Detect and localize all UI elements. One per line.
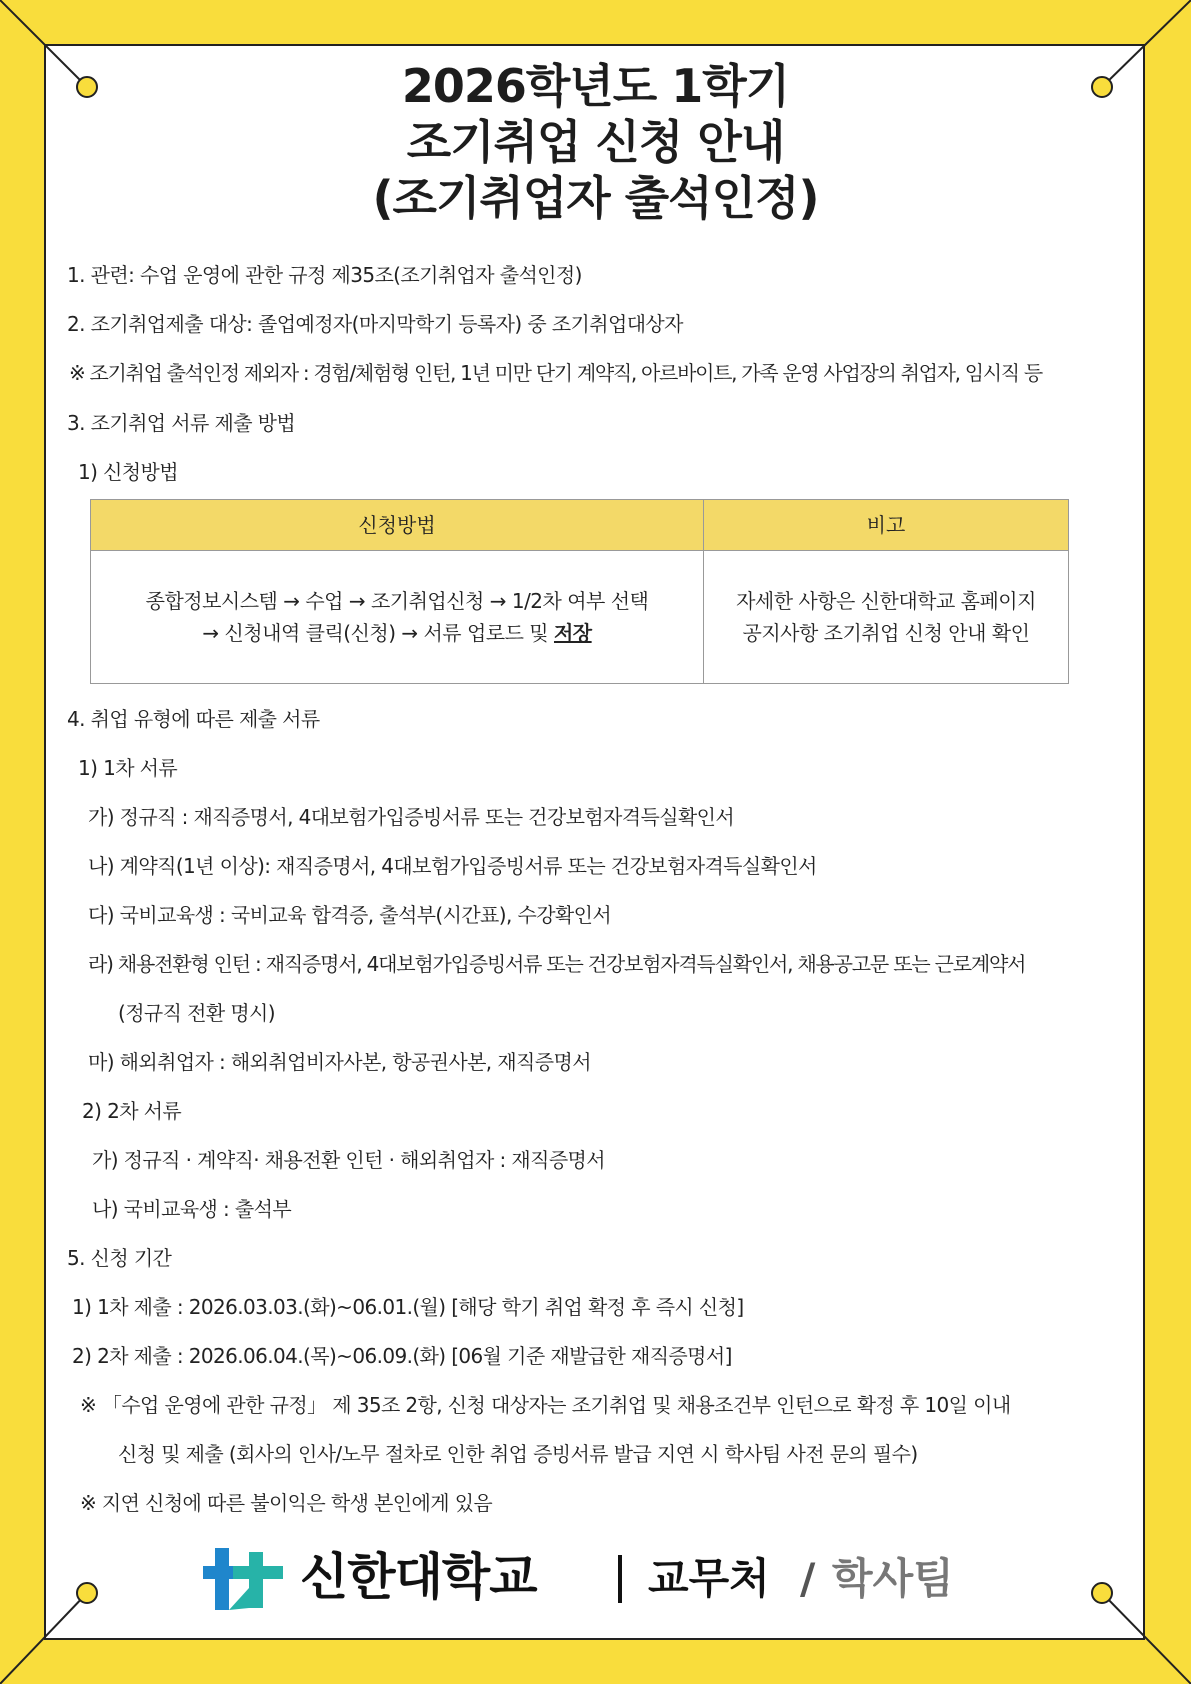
table-header-remark: 비고	[866, 513, 906, 537]
team-name: 학사팀	[832, 1554, 954, 1603]
doc2-trainee: 나) 국비교육생 : 출석부	[92, 1197, 292, 1221]
title-line-1: 2026학년도 1학기	[401, 59, 790, 113]
note-regulation-cont: 신청 및 제출 (회사의 인사/노무 절차로 인한 취업 증빙서류 발급 지연 시 학사팀 사전 문의 필수)	[118, 1442, 918, 1466]
note-delay: ※ 지연 신청에 따른 불이익은 학생 본인에게 있음	[80, 1491, 493, 1515]
section-3-sub-1: 1) 신청방법	[78, 460, 178, 484]
title-line-2: 조기취업 신청 안내	[406, 115, 785, 169]
doc-contract: 나) 계약직(1년 이상): 재직증명서, 4대보험가입증빙서류 또는 건강보험자격득실확인서	[88, 854, 817, 878]
section-4-sub-2: 2) 2차 서류	[82, 1099, 182, 1123]
section-5-heading: 5. 신청 기간	[67, 1246, 172, 1270]
section-1-related-rule: 1. 관련: 수업 운영에 관한 규정 제35조(조기취업자 출석인정)	[67, 263, 582, 287]
office-name: 교무처	[648, 1554, 770, 1603]
doc2-employees: 가) 정규직 · 계약직· 채용전환 인턴 · 해외취업자 : 재직증명서	[92, 1148, 605, 1172]
remark-line-1: 자세한 사항은 신한대학교 홈페이지	[736, 588, 1036, 613]
doc-conversion-intern-cont: (정규직 전환 명시)	[118, 1001, 275, 1025]
method-line-1: 종합정보시스템 → 수업 → 조기취업신청 → 1/2차 여부 선택	[145, 588, 649, 613]
notice-title	[0, 58, 1191, 226]
doc-regular: 가) 정규직 : 재직증명서, 4대보험가입증빙서류 또는 건강보험자격득실확인서	[88, 805, 735, 829]
footer-signature	[0, 1545, 1191, 1615]
note-excluded: ※ 조기취업 출석인정 제외자 : 경험/체험형 인턴, 1년 미만 단기 계약직, 아르바이트, 가족 운영 사업장의 취업자, 임시직 등	[69, 361, 1042, 385]
section-3-heading: 3. 조기취업 서류 제출 방법	[67, 411, 296, 435]
save-emphasis: 저장	[553, 620, 592, 645]
doc-overseas: 마) 해외취업자 : 해외취업비자사본, 항공권사본, 재직증명서	[88, 1050, 591, 1074]
section-2-target: 2. 조기취업제출 대상: 졸업예정자(마지막학기 등록자) 중 조기취업대상자	[67, 312, 683, 336]
shinhan-university-logo-icon	[203, 1548, 283, 1610]
method-line-2	[202, 617, 591, 649]
method-line-2-text: → 신청내역 클릭(신청) → 서류 업로드 및	[202, 620, 554, 645]
period-2nd: 2) 2차 제출 : 2026.06.04.(목)~06.09.(화) [06월 기준 재발급한 재직증명서]	[72, 1344, 732, 1368]
application-method-table	[90, 499, 1069, 684]
remark-line-2: 공지사항 조기취업 신청 안내 확인	[742, 620, 1030, 645]
table-header-method: 신청방법	[358, 513, 436, 537]
doc-national-trainee: 다) 국비교육생 : 국비교육 합격증, 출석부(시간표), 수강확인서	[88, 903, 612, 927]
table-cell-remark	[704, 550, 1068, 683]
footer-slash: /	[800, 1554, 816, 1603]
section-4-sub-1: 1) 1차 서류	[78, 756, 178, 780]
footer-separator	[618, 1555, 622, 1603]
note-regulation: ※ 「수업 운영에 관한 규정」 제 35조 2항, 신청 대상자는 조기취업 및 채용조건부 인턴으로 확정 후 10일 이내	[80, 1393, 1011, 1417]
doc-conversion-intern: 라) 채용전환형 인턴 : 재직증명서, 4대보험가입증빙서류 또는 건강보험자격득실확인서, 채용공고문 또는 근로계약서	[88, 952, 1026, 976]
university-name: 신한대학교	[300, 1548, 537, 1606]
table-cell-method	[91, 550, 703, 683]
period-1st: 1) 1차 제출 : 2026.03.03.(화)~06.01.(월) [해당 학기 취업 확정 후 즉시 신청]	[72, 1295, 744, 1319]
section-4-heading: 4. 취업 유형에 따른 제출 서류	[67, 707, 320, 731]
title-line-3: (조기취업자 출석인정)	[372, 171, 819, 225]
